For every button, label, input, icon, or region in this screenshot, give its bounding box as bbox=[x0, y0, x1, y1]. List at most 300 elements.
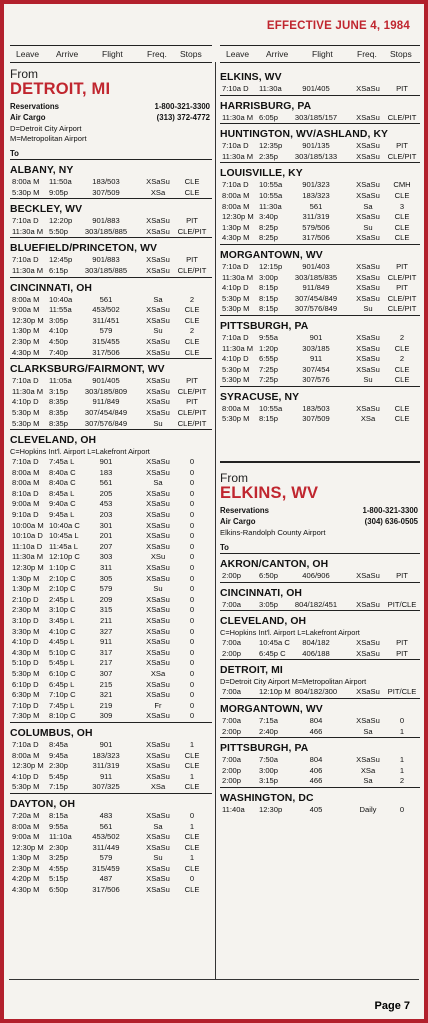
flight-number: 804/182 bbox=[302, 638, 330, 648]
frequency: XSaSu bbox=[146, 255, 170, 265]
reservations-block bbox=[220, 506, 420, 528]
arrive-time: 11:55a bbox=[49, 305, 72, 315]
stops: CLE/PIT bbox=[387, 304, 417, 314]
arrive-time: 5:50p bbox=[49, 226, 69, 236]
frequency: XSaSu bbox=[146, 810, 170, 820]
leave-time: 4:30p M bbox=[12, 347, 40, 357]
destination-divider bbox=[220, 659, 420, 660]
destination-block bbox=[220, 162, 420, 244]
stops: PIT/CLE bbox=[387, 599, 417, 609]
flight-row bbox=[220, 571, 420, 582]
destination-block bbox=[220, 787, 420, 816]
flight-number: 483 bbox=[99, 810, 113, 820]
stops: CLE bbox=[184, 885, 200, 895]
frequency: Su bbox=[363, 304, 373, 314]
leave-time: 1:30p M bbox=[12, 584, 40, 594]
leave-time: 11:30a M bbox=[222, 272, 254, 282]
stops: 1 bbox=[189, 853, 195, 863]
flight-number: 303/185/809 bbox=[84, 386, 128, 396]
arrive-time: 4:10p C bbox=[49, 626, 76, 636]
stops: CLE/PIT bbox=[387, 151, 417, 161]
destination-divider bbox=[10, 159, 212, 160]
arrive-time: 8:25p bbox=[259, 222, 279, 232]
leave-time: 12:30p M bbox=[12, 563, 44, 573]
flight-number: 901/403 bbox=[302, 261, 330, 271]
header-arrive: Arrive bbox=[266, 49, 289, 59]
frequency: XSaSu bbox=[146, 407, 170, 417]
flight-number: 183 bbox=[99, 467, 113, 477]
arrive-time: 3:05p bbox=[259, 599, 279, 609]
leave-time: 7:10a D bbox=[12, 457, 39, 467]
flight-row bbox=[10, 552, 212, 563]
flight-number: 901/405 bbox=[302, 84, 330, 93]
arrive-time: 9:55a bbox=[259, 332, 279, 342]
stops: 2 bbox=[399, 354, 405, 364]
flight-number: 207 bbox=[99, 541, 113, 551]
flight-number: 901/405 bbox=[92, 376, 120, 386]
flight-row bbox=[220, 766, 420, 777]
frequency: XSaSu bbox=[146, 739, 170, 749]
arrive-time: 10:55a bbox=[259, 180, 283, 190]
flight-number: 901 bbox=[99, 739, 113, 749]
flight-row bbox=[10, 584, 212, 595]
arrive-time: 3:00p bbox=[259, 272, 279, 282]
frequency: XSaSu bbox=[356, 272, 380, 282]
leave-time: 9:00a M bbox=[12, 305, 40, 315]
flight-row bbox=[10, 690, 212, 701]
leave-time: 7:00a bbox=[222, 716, 242, 726]
arrive-time: 3:05p bbox=[49, 315, 69, 325]
arrive-time: 9:45a bbox=[49, 750, 69, 760]
flight-number: 307/454/849 bbox=[84, 407, 128, 417]
destination-name: DAYTON, OH bbox=[10, 798, 76, 810]
destination-name: HARRISBURG, PA bbox=[220, 100, 312, 112]
flight-number: 466 bbox=[309, 726, 323, 736]
frequency: XSaSu bbox=[146, 397, 170, 407]
leave-time: 4:30p M bbox=[222, 233, 250, 243]
destination-divider bbox=[220, 737, 420, 738]
flight-number: 406/906 bbox=[302, 571, 330, 581]
leave-time: 5:30p M bbox=[12, 418, 40, 428]
flight-row bbox=[10, 711, 212, 722]
stops: CLE/PIT bbox=[177, 407, 207, 417]
arrive-time: 7:15p bbox=[49, 782, 69, 792]
flight-number: 307/509 bbox=[302, 414, 330, 424]
stops: 0 bbox=[189, 690, 195, 700]
flight-number: 305 bbox=[99, 573, 113, 583]
arrive-time: 7:45a L bbox=[49, 457, 75, 467]
flight-row bbox=[220, 191, 420, 202]
flight-number: 215 bbox=[99, 679, 113, 689]
flight-row bbox=[220, 414, 420, 425]
destination-divider bbox=[220, 123, 420, 124]
frequency: XSaSu bbox=[356, 571, 380, 581]
leave-time: 5:30p M bbox=[222, 293, 250, 303]
destination-divider bbox=[10, 722, 212, 723]
frequency: XSaSu bbox=[146, 520, 170, 530]
flight-number: 327 bbox=[99, 626, 113, 636]
arrive-time: 10:45a C bbox=[259, 638, 290, 648]
destination-name: PITTSBURGH, PA bbox=[220, 743, 309, 755]
arrive-time: 7:25p bbox=[259, 364, 279, 374]
flight-number: 311 bbox=[99, 563, 113, 573]
stops: PIT/CLE bbox=[387, 687, 417, 697]
frequency: XSaSu bbox=[146, 563, 170, 573]
frequency: XSu bbox=[150, 552, 166, 562]
frequency: XSaSu bbox=[356, 190, 380, 200]
arrive-time: 3:40p bbox=[259, 212, 279, 222]
flight-number: 317/506 bbox=[92, 885, 120, 895]
destination-block bbox=[220, 737, 420, 787]
flight-number: 317/506 bbox=[302, 233, 330, 243]
stops: 0 bbox=[189, 605, 195, 615]
stops: CLE bbox=[394, 343, 410, 353]
stops: PIT bbox=[396, 648, 408, 658]
frequency: XSaSu bbox=[356, 283, 380, 293]
leave-time: 8:00a M bbox=[222, 190, 250, 200]
flight-row bbox=[10, 478, 212, 489]
arrive-time: 2:30p bbox=[49, 761, 69, 771]
stops: 0 bbox=[189, 679, 195, 689]
destination-block bbox=[220, 610, 420, 659]
leave-time: 2:00p bbox=[222, 648, 242, 658]
arrive-time: 12:15p bbox=[259, 261, 283, 271]
arrive-time: 8:35p bbox=[49, 418, 69, 428]
destination-block bbox=[220, 659, 420, 698]
frequency: XSaSu bbox=[146, 315, 170, 325]
reservations-labels: Reservations Air Cargo bbox=[10, 102, 59, 122]
flight-row bbox=[10, 216, 212, 227]
arrive-time: 9:40a C bbox=[49, 499, 76, 509]
flight-row bbox=[10, 680, 212, 691]
leave-time: 12:30p M bbox=[12, 761, 44, 771]
frequency: Su bbox=[363, 375, 373, 385]
arrive-time: 6:45p L bbox=[49, 679, 75, 689]
flight-row bbox=[220, 262, 420, 273]
flight-number: 301 bbox=[99, 520, 113, 530]
flight-row bbox=[10, 227, 212, 238]
leave-time: 8:10a D bbox=[12, 488, 39, 498]
leave-time: 5:30p M bbox=[222, 304, 250, 314]
arrive-time: 10:45a L bbox=[49, 531, 79, 541]
stops: 0 bbox=[189, 488, 195, 498]
leave-time: 6:30p M bbox=[12, 690, 40, 700]
flight-row bbox=[10, 874, 212, 885]
flight-row bbox=[10, 885, 212, 896]
stops: CLE bbox=[184, 336, 200, 346]
arrive-time: 10:55a bbox=[259, 403, 283, 413]
flight-number: 205 bbox=[99, 488, 113, 498]
leave-time: 8:00a M bbox=[222, 403, 250, 413]
leave-time: 9:10a D bbox=[12, 510, 39, 520]
frequency: XSaSu bbox=[146, 376, 170, 386]
flight-number: 183/503 bbox=[92, 177, 120, 186]
flight-row bbox=[220, 687, 420, 698]
destination-divider bbox=[10, 358, 212, 359]
arrive-time: 6:45p C bbox=[259, 648, 286, 658]
origin-from-label: From bbox=[10, 67, 38, 81]
flight-row bbox=[10, 701, 212, 712]
arrive-time: 9:05p bbox=[49, 187, 69, 197]
stops: CLE bbox=[184, 782, 200, 792]
flight-row bbox=[10, 822, 212, 833]
leave-time: 6:10p D bbox=[12, 679, 39, 689]
flight-number: 579 bbox=[99, 326, 113, 336]
flight-number: 453/502 bbox=[92, 305, 120, 315]
arrive-time: 2:35p bbox=[259, 151, 279, 161]
arrive-time: 7:40p bbox=[49, 347, 69, 357]
header-freq: Freq. bbox=[147, 49, 167, 59]
frequency: Su bbox=[153, 853, 163, 863]
leave-time: 8:00a M bbox=[222, 201, 250, 211]
destination-divider bbox=[220, 386, 420, 387]
flight-row bbox=[10, 648, 212, 659]
flight-row bbox=[220, 212, 420, 223]
destination-divider bbox=[220, 610, 420, 611]
flight-number: 911/849 bbox=[92, 397, 120, 407]
flight-row bbox=[10, 531, 212, 542]
flight-row bbox=[220, 84, 420, 95]
flight-number: 211 bbox=[99, 616, 113, 625]
leave-time: 5:30p M bbox=[222, 364, 250, 374]
leave-time: 7:00a bbox=[222, 599, 242, 609]
leave-time: 11:30a M bbox=[12, 226, 44, 236]
flight-number: 804/182/300 bbox=[294, 687, 338, 697]
flight-row bbox=[10, 811, 212, 822]
stops: 0 bbox=[189, 457, 195, 467]
flight-row bbox=[10, 408, 212, 419]
stops: 0 bbox=[189, 520, 195, 530]
flight-number: 321 bbox=[99, 690, 113, 700]
column-header-right bbox=[220, 45, 420, 63]
arrive-time: 4:50p bbox=[49, 336, 69, 346]
frequency: XSaSu bbox=[356, 716, 380, 726]
flight-row bbox=[10, 751, 212, 762]
reservations-phones: 1-800-321-3300 (304) 636-0505 bbox=[362, 506, 418, 526]
arrive-time: 6:15p bbox=[49, 265, 69, 275]
flight-row bbox=[220, 727, 420, 738]
destination-name: BECKLEY, WV bbox=[10, 204, 83, 216]
arrive-time: 2:10p C bbox=[49, 584, 76, 594]
flight-number: 911 bbox=[309, 354, 323, 364]
frequency: Daily bbox=[359, 805, 377, 814]
stops: 0 bbox=[189, 637, 195, 647]
destination-block bbox=[10, 277, 212, 359]
flight-row bbox=[10, 658, 212, 669]
arrive-time: 8:15p bbox=[259, 414, 279, 424]
arrive-time: 12:35p bbox=[259, 141, 283, 151]
stops: 0 bbox=[189, 510, 195, 520]
flight-number: 579/506 bbox=[302, 222, 330, 232]
destination-block bbox=[220, 71, 420, 95]
flight-number: 303/185/835 bbox=[294, 272, 338, 282]
flight-number: 311/319 bbox=[302, 212, 330, 222]
frequency: XSaSu bbox=[146, 594, 170, 604]
stops: CLE bbox=[394, 190, 410, 200]
destination-divider bbox=[220, 315, 420, 316]
flight-number: 561 bbox=[99, 294, 113, 304]
stops: CLE bbox=[394, 375, 410, 385]
flight-number: 307/576/849 bbox=[84, 418, 128, 428]
leave-time: 2:00p bbox=[222, 765, 242, 775]
section-divider bbox=[220, 461, 420, 463]
stops: 2 bbox=[399, 332, 405, 342]
flight-row bbox=[220, 375, 420, 386]
leave-time: 11:40a bbox=[222, 805, 245, 814]
leave-time: 2:00p bbox=[222, 776, 242, 786]
flight-row bbox=[220, 152, 420, 163]
flight-row bbox=[10, 782, 212, 793]
flight-number: 201 bbox=[99, 531, 113, 541]
arrive-time: 4:55p bbox=[49, 863, 69, 873]
leave-time: 2:00p bbox=[222, 726, 242, 736]
arrive-time: 3:45p L bbox=[49, 616, 75, 625]
arrive-time: 2:40p bbox=[259, 726, 279, 736]
flight-number: 183/323 bbox=[302, 190, 330, 200]
leave-time: 7:00a bbox=[222, 755, 242, 765]
flight-row bbox=[220, 273, 420, 284]
stops: CLE bbox=[184, 832, 200, 842]
destination-block bbox=[10, 159, 212, 198]
flight-number: 307/454 bbox=[302, 364, 330, 374]
leave-time: 7:00a bbox=[222, 638, 242, 648]
leave-time: 2:10p D bbox=[12, 594, 39, 604]
destination-block bbox=[10, 358, 212, 429]
frequency: XSaSu bbox=[356, 112, 380, 122]
column-header-left bbox=[10, 45, 212, 63]
stops: PIT bbox=[396, 261, 408, 271]
flight-number: 303/185/133 bbox=[294, 151, 338, 161]
flight-row bbox=[10, 616, 212, 627]
stops: 0 bbox=[189, 467, 195, 477]
leave-time: 12:30p M bbox=[12, 315, 44, 325]
flight-number: 406/188 bbox=[302, 648, 330, 658]
flight-row bbox=[10, 853, 212, 864]
frequency: XSaSu bbox=[146, 499, 170, 509]
flight-row bbox=[220, 180, 420, 191]
frequency: XSaSu bbox=[146, 541, 170, 551]
arrive-time: 6:50p bbox=[49, 885, 69, 895]
destination-name: AKRON/CANTON, OH bbox=[220, 559, 329, 571]
destination-name: PITTSBURGH, PA bbox=[220, 320, 309, 332]
frequency: XSaSu bbox=[146, 457, 170, 467]
frequency: XSa bbox=[360, 414, 376, 424]
arrive-time: 8:45a L bbox=[49, 488, 75, 498]
flight-number: 453 bbox=[99, 499, 113, 509]
frequency: XSaSu bbox=[146, 605, 170, 615]
flight-number: 453/502 bbox=[92, 832, 120, 842]
flight-number: 487 bbox=[99, 874, 113, 884]
flight-number: 303/185/157 bbox=[294, 112, 338, 122]
flight-number: 307/454/849 bbox=[294, 293, 338, 303]
flight-row bbox=[10, 348, 212, 359]
flight-row bbox=[10, 397, 212, 408]
flight-number: 183/503 bbox=[302, 403, 330, 413]
frequency: Sa bbox=[153, 821, 163, 831]
leave-time: 10:10a D bbox=[12, 531, 43, 541]
frequency: XSaSu bbox=[146, 658, 170, 668]
flight-row bbox=[220, 354, 420, 365]
flight-row bbox=[10, 627, 212, 638]
frequency: XSaSu bbox=[356, 364, 380, 374]
frequency: XSaSu bbox=[146, 771, 170, 781]
flight-number: 317 bbox=[99, 647, 113, 657]
arrive-time: 2:45p L bbox=[49, 594, 75, 604]
frequency: XSaSu bbox=[146, 637, 170, 647]
header-flight: Flight bbox=[312, 49, 333, 59]
frequency: Su bbox=[153, 326, 163, 336]
frequency: XSaSu bbox=[356, 332, 380, 342]
destination-block bbox=[220, 95, 420, 124]
stops: PIT bbox=[186, 255, 198, 265]
leave-time: 7:10a D bbox=[222, 84, 249, 93]
frequency: XSaSu bbox=[146, 531, 170, 541]
destination-name: SYRACUSE, NY bbox=[220, 391, 300, 403]
destination-block bbox=[10, 429, 212, 722]
leave-time: 5:30p M bbox=[12, 782, 40, 792]
flight-row bbox=[220, 113, 420, 124]
stops: CLE/PIT bbox=[387, 272, 417, 282]
stops: 1 bbox=[399, 755, 405, 765]
arrive-time: 9:55a bbox=[49, 821, 69, 831]
leave-time: 2:00p bbox=[222, 571, 242, 581]
destination-name: WASHINGTON, DC bbox=[220, 793, 314, 804]
stops: PIT bbox=[396, 283, 408, 293]
destination-name: ALBANY, NY bbox=[10, 165, 74, 176]
reservations-phones: 1-800-321-3300 (313) 372-4772 bbox=[154, 102, 210, 122]
leave-time: 5:30p M bbox=[12, 407, 40, 417]
flight-row bbox=[220, 304, 420, 315]
stops: 0 bbox=[189, 874, 195, 884]
frequency: XSaSu bbox=[146, 832, 170, 842]
flight-number: 561 bbox=[99, 821, 113, 831]
flight-number: 911 bbox=[99, 771, 113, 781]
leave-time: 4:10p D bbox=[222, 354, 249, 364]
destination-name: COLUMBUS, OH bbox=[10, 727, 93, 739]
leave-time: 4:30p M bbox=[12, 647, 40, 657]
leave-time: 4:10p D bbox=[12, 771, 39, 781]
arrive-time: 3:15p bbox=[259, 776, 279, 786]
flight-row bbox=[220, 755, 420, 766]
frequency: XSaSu bbox=[146, 226, 170, 236]
leave-time: 7:10a D bbox=[12, 376, 39, 386]
airport-note: Elkins-Randolph County Airport bbox=[220, 528, 326, 538]
arrive-time: 1:20p bbox=[259, 343, 279, 353]
arrive-time: 7:10p C bbox=[49, 690, 76, 700]
flight-number: 315 bbox=[99, 605, 113, 615]
flight-number: 561 bbox=[99, 478, 113, 488]
frequency: Sa bbox=[363, 776, 373, 786]
arrive-time: 6:10p C bbox=[49, 668, 76, 678]
leave-time: 7:00a bbox=[222, 687, 242, 697]
destination-name: LOUISVILLE, KY bbox=[220, 168, 303, 180]
leave-time: 1:30p M bbox=[12, 326, 40, 336]
frequency: XSaSu bbox=[356, 261, 380, 271]
stops: CLE/PIT bbox=[177, 418, 207, 428]
leave-time: 1:30p M bbox=[222, 222, 250, 232]
flight-number: 901 bbox=[99, 457, 113, 467]
arrive-time: 8:10p C bbox=[49, 711, 76, 721]
flight-number: 901/135 bbox=[302, 141, 330, 151]
arrive-time: 8:15a bbox=[49, 810, 69, 820]
stops: 0 bbox=[189, 563, 195, 573]
stops: PIT bbox=[396, 141, 408, 151]
arrive-time: 10:40a bbox=[49, 294, 73, 304]
frequency: Su bbox=[153, 584, 163, 594]
flight-number: 561 bbox=[309, 201, 323, 211]
frequency: XSaSu bbox=[146, 647, 170, 657]
leave-time: 10:00a M bbox=[12, 520, 44, 530]
